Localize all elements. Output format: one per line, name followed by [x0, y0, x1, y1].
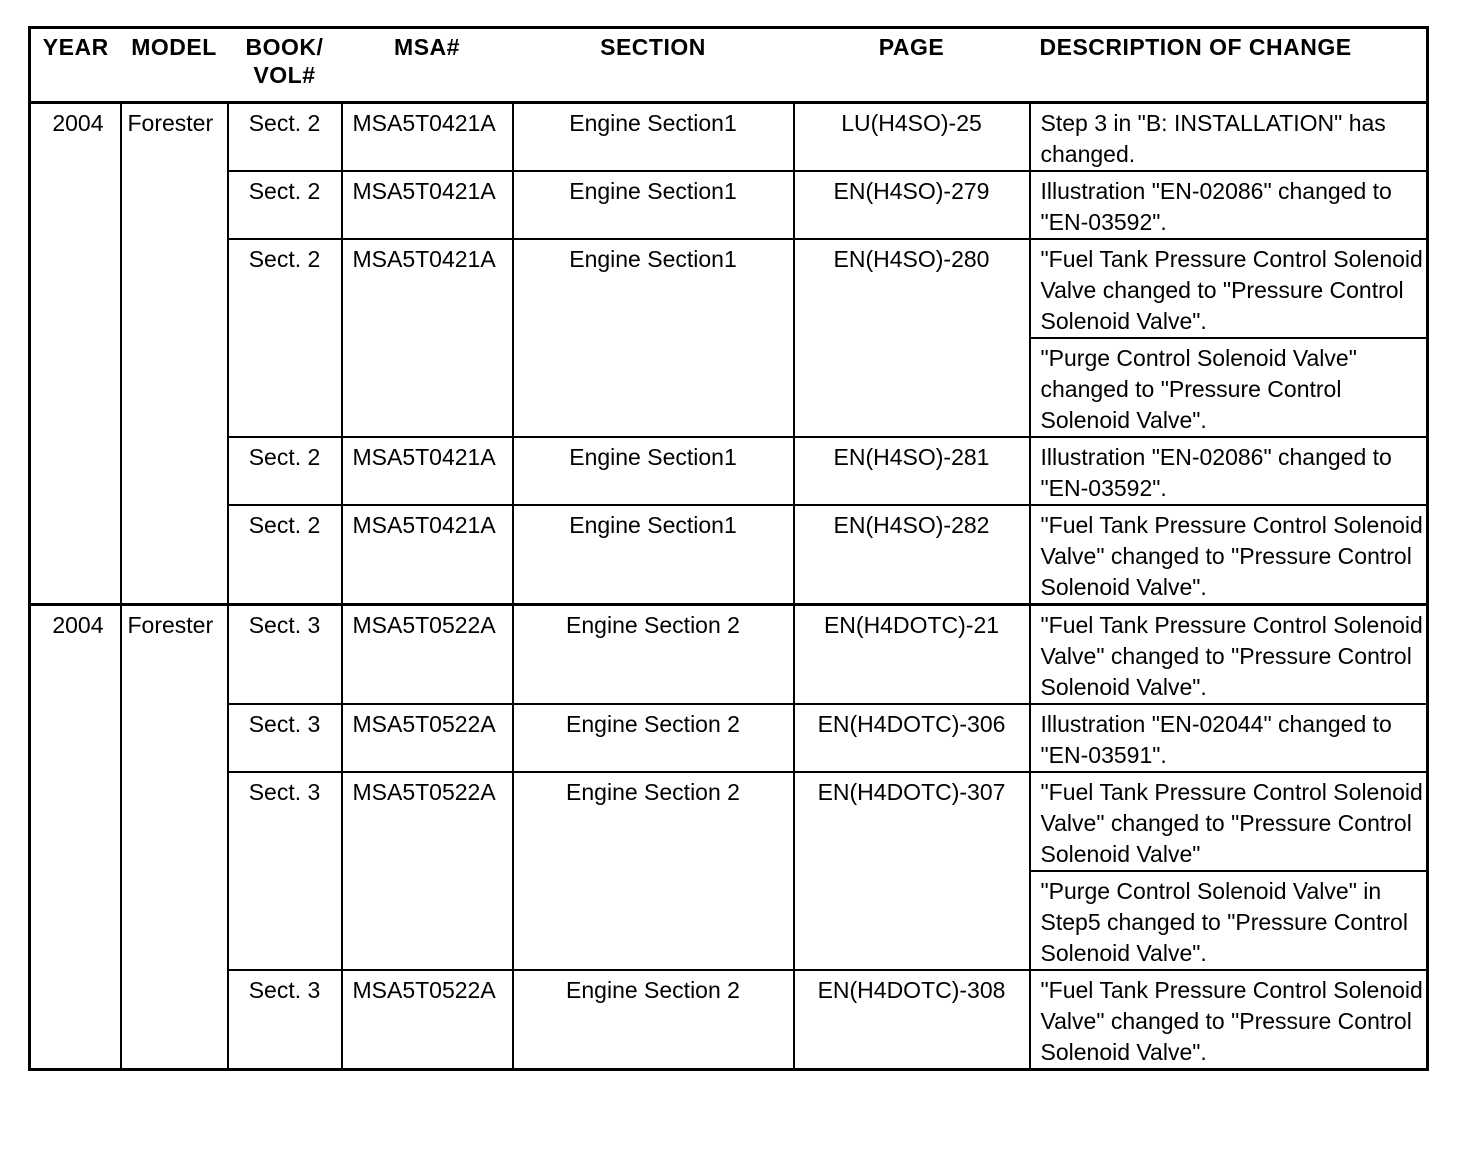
book-cell: Sect. 2 [228, 239, 342, 437]
book-cell: Sect. 3 [228, 772, 342, 970]
msa-cell: MSA5T0522A [342, 970, 513, 1070]
page-cell: EN(H4DOTC)-306 [794, 704, 1030, 772]
page-cell: LU(H4SO)-25 [794, 103, 1030, 172]
page-cell: EN(H4DOTC)-21 [794, 605, 1030, 705]
description-cell: "Fuel Tank Pressure Control Solenoid Valve" changed to "Pressure Control Solenoid Valve" [1030, 772, 1428, 871]
description-cell: "Fuel Tank Pressure Control Solenoid Valve changed to "Pressure Control Solenoid Valve". [1030, 239, 1428, 338]
description-cell: "Purge Control Solenoid Valve" in Step5 changed to "Pressure Control Solenoid Valve". [1030, 871, 1428, 970]
table-row [30, 171, 1428, 239]
header-year: YEAR [30, 28, 121, 103]
book-cell: Sect. 2 [228, 171, 342, 239]
description-cell: Illustration "EN-02044" changed to "EN-03591". [1030, 704, 1428, 772]
table-row [30, 704, 1428, 772]
section-cell: Engine Section1 [513, 505, 794, 605]
section-cell: Engine Section 2 [513, 970, 794, 1070]
msa-cell: MSA5T0421A [342, 171, 513, 239]
table-row [30, 605, 1428, 705]
msa-cell: MSA5T0421A [342, 239, 513, 437]
page-cell: EN(H4SO)-281 [794, 437, 1030, 505]
section-cell: Engine Section 2 [513, 772, 794, 970]
change-table [28, 26, 1429, 1071]
msa-cell: MSA5T0522A [342, 704, 513, 772]
section-cell: Engine Section1 [513, 437, 794, 505]
table-row [30, 437, 1428, 505]
book-cell: Sect. 3 [228, 970, 342, 1070]
section-cell: Engine Section1 [513, 103, 794, 172]
table-row [30, 103, 1428, 172]
description-cell: "Purge Control Solenoid Valve" changed to "Pressure Control Solenoid Valve". [1030, 338, 1428, 437]
section-cell: Engine Section 2 [513, 704, 794, 772]
header-book-vol [228, 28, 342, 103]
page-cell: EN(H4SO)-282 [794, 505, 1030, 605]
msa-cell: MSA5T0421A [342, 103, 513, 172]
year-cell: 2004 [30, 103, 121, 605]
description-cell: "Fuel Tank Pressure Control Solenoid Valve" changed to "Pressure Control Solenoid Valve". [1030, 605, 1428, 705]
msa-cell: MSA5T0421A [342, 437, 513, 505]
header-book-line2: VOL# [253, 62, 316, 88]
page-cell: EN(H4SO)-280 [794, 239, 1030, 437]
description-cell: "Fuel Tank Pressure Control Solenoid Valve" changed to "Pressure Control Solenoid Valve". [1030, 970, 1428, 1070]
page-cell: EN(H4DOTC)-307 [794, 772, 1030, 970]
book-cell: Sect. 3 [228, 605, 342, 705]
table-row [30, 505, 1428, 605]
section-cell: Engine Section1 [513, 239, 794, 437]
year-cell: 2004 [30, 605, 121, 1070]
header-msa: MSA# [342, 28, 513, 103]
book-cell: Sect. 2 [228, 103, 342, 172]
header-book-line1: BOOK/ [245, 34, 324, 60]
model-cell: Forester [121, 605, 228, 1070]
msa-cell: MSA5T0522A [342, 605, 513, 705]
description-cell: Step 3 in "B: INSTALLATION" has changed. [1030, 103, 1428, 172]
section-cell: Engine Section 2 [513, 605, 794, 705]
book-cell: Sect. 3 [228, 704, 342, 772]
book-cell: Sect. 2 [228, 505, 342, 605]
table-body [30, 103, 1428, 1070]
book-cell: Sect. 2 [228, 437, 342, 505]
msa-cell: MSA5T0421A [342, 505, 513, 605]
msa-cell: MSA5T0522A [342, 772, 513, 970]
header-page: PAGE [794, 28, 1030, 103]
page-cell: EN(H4SO)-279 [794, 171, 1030, 239]
model-cell: Forester [121, 103, 228, 605]
section-cell: Engine Section1 [513, 171, 794, 239]
description-cell: Illustration "EN-02086" changed to "EN-03592". [1030, 437, 1428, 505]
description-cell: "Fuel Tank Pressure Control Solenoid Valve" changed to "Pressure Control Solenoid Valve". [1030, 505, 1428, 605]
description-cell: Illustration "EN-02086" changed to "EN-03592". [1030, 171, 1428, 239]
page-cell: EN(H4DOTC)-308 [794, 970, 1030, 1070]
header-row [30, 28, 1428, 103]
header-model: MODEL [121, 28, 228, 103]
table-row [30, 970, 1428, 1070]
table-row [30, 239, 1428, 338]
header-description: DESCRIPTION OF CHANGE [1030, 28, 1428, 103]
table-row [30, 772, 1428, 871]
header-section: SECTION [513, 28, 794, 103]
